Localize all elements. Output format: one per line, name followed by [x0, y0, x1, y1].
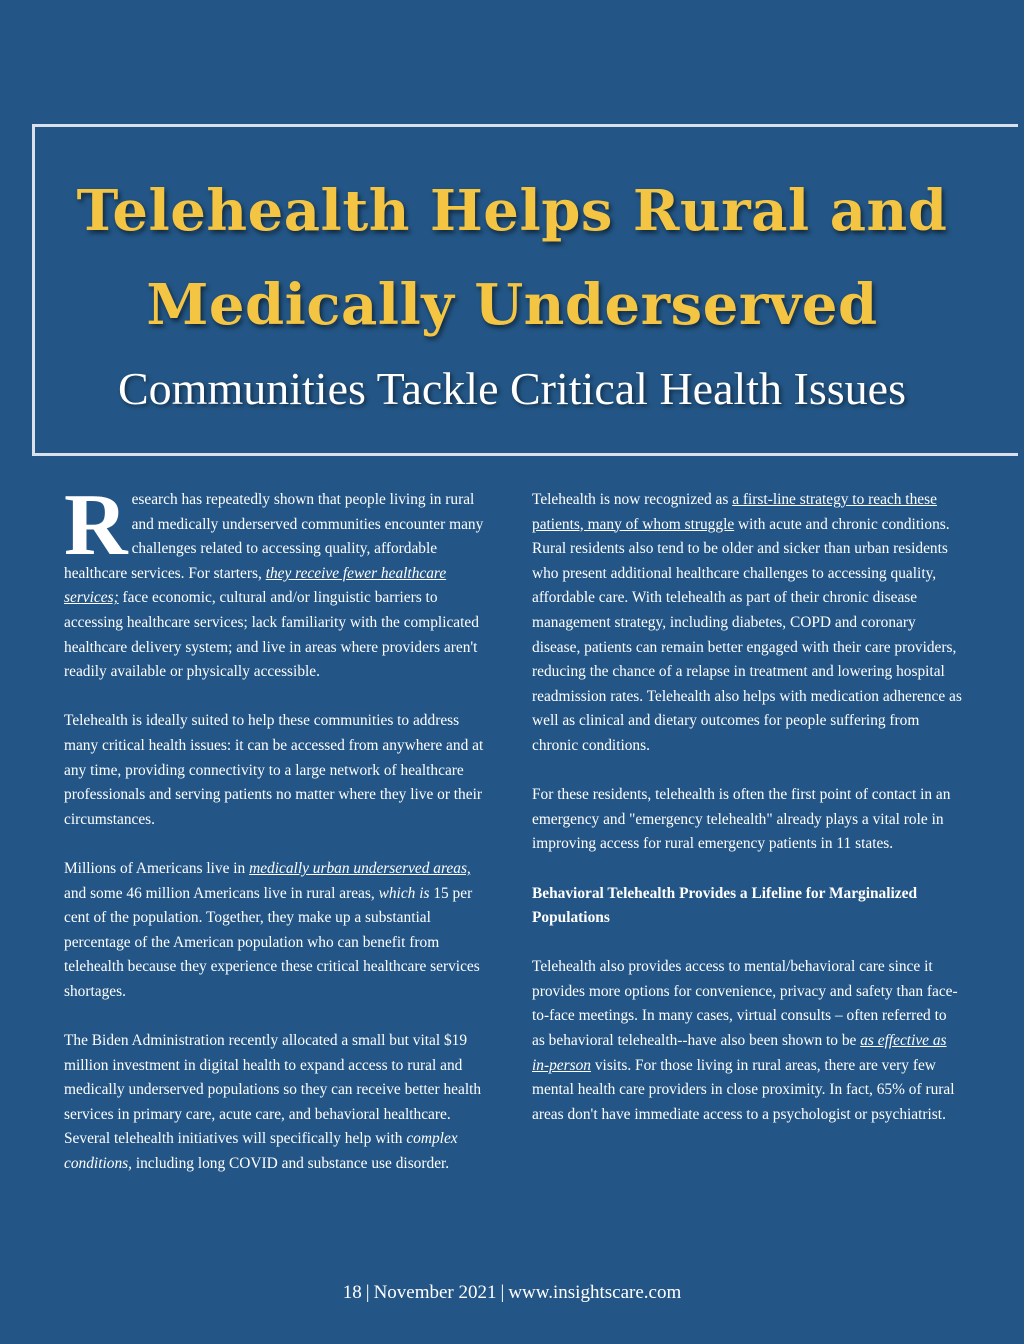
section-heading: Behavioral Telehealth Provides a Lifeline for Marginalized Populations: [532, 884, 918, 927]
text-italic: complex conditions,: [64, 1130, 458, 1173]
website-link[interactable]: www.insightscare.com: [508, 1282, 682, 1303]
text: The Biden Administration recently allocated a small but vital $19 million investment in digital health to expand access to rural and medically underserved populations so they can receive better health services in primary care, acute care, and behavioral healthcare. Several telehealth initiatives will specifically help with: [64, 1032, 482, 1148]
text: visits. For those living in rural areas, there are very few mental health care providers in close proximity. In fact, 65% of rural areas don't have immediate access to a psychologist or psychiatrist.: [532, 1056, 955, 1123]
article-column-left: [64, 477, 494, 1201]
paragraph: [64, 857, 494, 1005]
issue-date: November 2021: [373, 1282, 497, 1303]
link-as-effective[interactable]: as effective as in-person: [532, 1032, 947, 1074]
text-italic: which is: [378, 884, 430, 902]
paragraph: [532, 488, 962, 759]
link-underserved-areas[interactable]: medically urban underserved areas,: [249, 859, 471, 877]
subheadline: Communities Tackle Critical Health Issues: [118, 363, 906, 414]
text: and some 46 million Americans live in rural areas,: [64, 884, 379, 902]
text: with acute and chronic conditions. Rural residents also tend to be older and sicker than urban residents who present additional healthcare challenges to accessing quality, affordable care. With telehealth as part of their chronic disease management strategy, including diabetes, COPD and coronary disease, patients can remain better engaged with their care providers, reducing the chance of a relapse in treatment and lowering hospital readmission rates. Telehealth also helps with medication adherence as well as clinical and dietary outcomes for people suffering from chronic conditions.: [532, 515, 962, 754]
headline-line-2: Medically Underserved: [146, 272, 878, 338]
paragraph: Telehealth is ideally suited to help these communities to address many critical health issues: it can be accessed from anywhere and at any time, providing connectivity to a large network of healthcare professionals and serving patients no matter where they live or their circumstances.: [64, 712, 484, 828]
text: 15 per cent of the population. Together, they make up a substantial percentage of the American population who can benefit from telehealth because they experience these critical healthcare services shortages.: [64, 884, 480, 1000]
text: esearch has repeatedly shown that people living in rural and medically underserved communities encounter many challenges related to accessing quality, affordable healthcare services. For starters,: [64, 491, 484, 582]
paragraph: [64, 477, 494, 685]
text: Telehealth is now recognized as: [532, 491, 733, 508]
page-number: 18: [342, 1282, 362, 1303]
text: face economic, cultural and/or linguistic barriers to accessing healthcare services; lack familiarity with the complicated healthcare delivery system; and live in areas where providers aren't readily available or physically accessible.: [64, 589, 479, 681]
paragraph: For these residents, telehealth is often the first point of contact in an emergency and "emergency telehealth" already plays a vital role in improving access for rural emergency patients in 11 states.: [532, 786, 951, 853]
drop-cap: R: [64, 477, 128, 574]
text: Telehealth also provides access to mental/behavioral care since it provides more options for convenience, privacy and safety than face-to-face meetings. In many cases, virtual consults – often referred to as behavioral telehealth--have also been shown to be: [532, 958, 958, 1050]
paragraph: [64, 1029, 494, 1177]
separator: |: [500, 1282, 505, 1303]
separator: |: [365, 1282, 370, 1303]
page-footer: [0, 1282, 1024, 1304]
text: Millions of Americans live in: [64, 859, 250, 877]
paragraph: [532, 955, 962, 1127]
text: including long COVID and substance use disorder.: [131, 1155, 450, 1173]
headline-line-1: Telehealth Helps Rural and: [76, 178, 948, 244]
link-fewer-services[interactable]: they receive fewer healthcare services;: [64, 564, 447, 607]
article-column-right: [532, 488, 962, 1152]
link-first-line-strategy[interactable]: a first-line strategy to reach these patients, many of whom struggle: [532, 491, 937, 533]
